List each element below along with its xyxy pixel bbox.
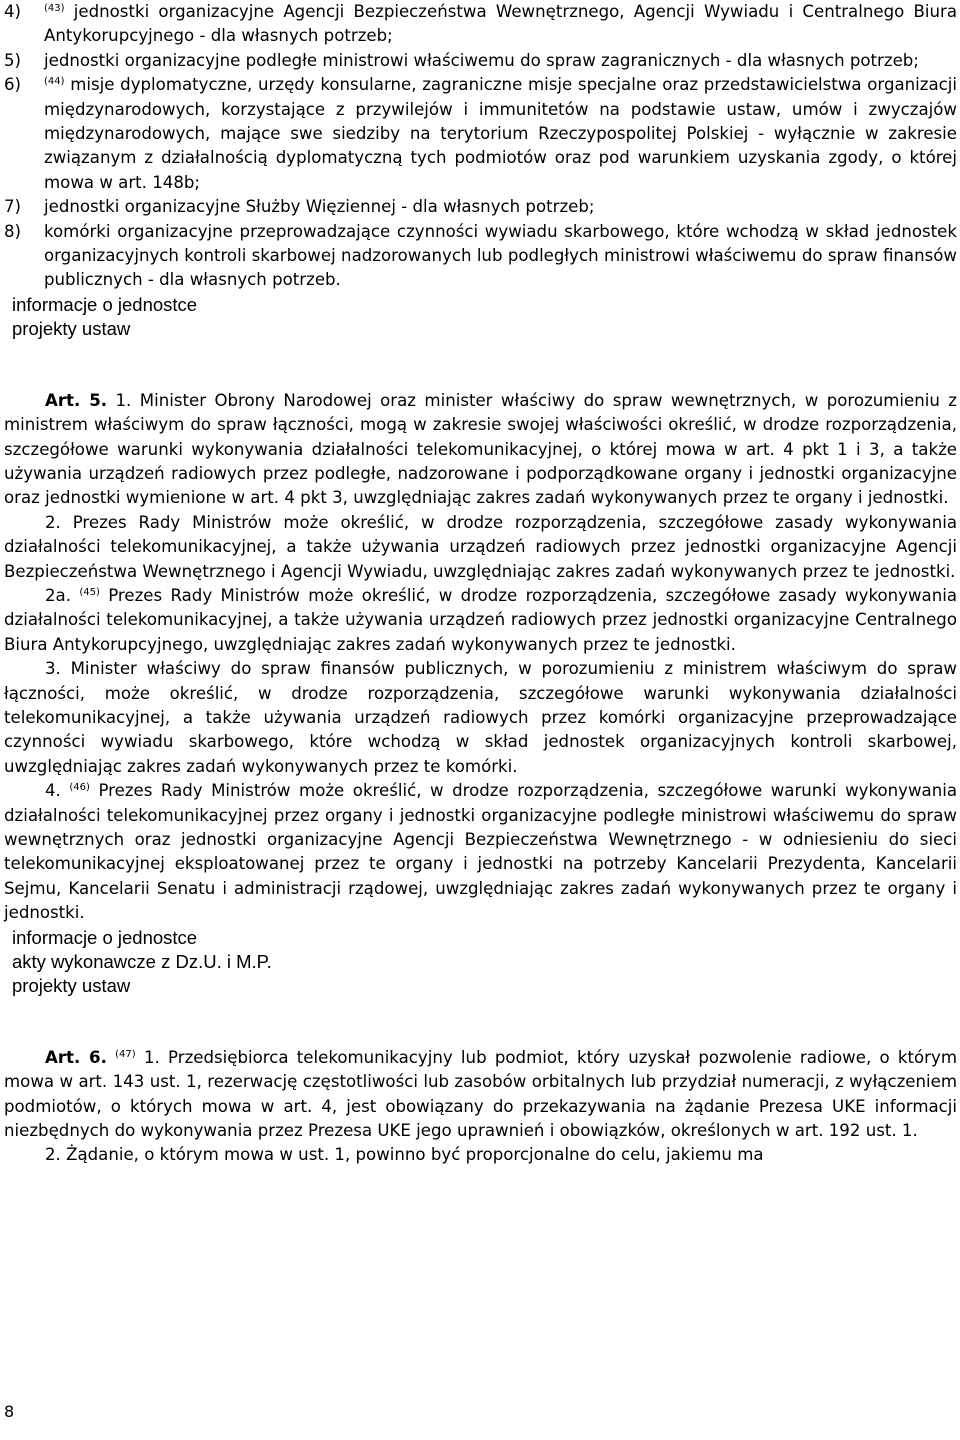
related-links bbox=[4, 926, 957, 999]
footnote-marker[interactable]: (47) bbox=[115, 1048, 136, 1060]
paragraph-text: Minister Obrony Narodowej oraz minister właściwy do spraw wewnętrznych, w porozumieniu z ministrem właściwym do spraw łączności, mogą w zakresie swojej właściwości określić, w drodze rozporządzenia, szczegółowe warunki wykonywania działalności telekomunikacyjnej, o której mowa w art. 4 pkt 1 i 3, a także używania urządzeń radiowych przez podległe, nadzorowane i podporządkowane organy i jednostki organizacyjne oraz jednostki wymienione w art. 4 pkt 3, uwzględniając zakres zadań wykonywanych przez te organy i jednostki. bbox=[4, 390, 957, 508]
list-item-text: misje dyplomatyczne, urzędy konsularne, zagraniczne misje specjalne oraz przedstawicielstwa organizacji międzynarodowych, korzystające z przywilejów i immunitetów na podstawie ustaw, umów i zwyczajów międzynarodowych, mające swe siedziby na terytorium Rzeczypospolitej Polskiej - wyłącznie w zakresie związanym z działalnością dyplomatyczną tych podmiotów oraz pod warunkiem uzyskania zgody, o której mowa w art. 148b; bbox=[44, 75, 957, 192]
paragraph-text: Prezes Rady Ministrów może określić, w drodze rozporządzenia, szczegółowe zasady wykonywania działalności telekomunikacyjnej, a także używania urządzeń radiowych przez jednostki organizacyjne Centralnego Biura Antykorupcyjnego, uwzględniając zakres zadań wykonywanych przez te jednostki. bbox=[4, 585, 957, 654]
article-5 bbox=[4, 389, 957, 926]
list-item-number: 4) bbox=[4, 2, 22, 21]
list-item bbox=[4, 73, 957, 195]
list-item-text: jednostki organizacyjne Służby Więziennej - dla własnych potrzeb; bbox=[44, 197, 595, 217]
document-page bbox=[4, 0, 957, 1168]
paragraph-number: 1. bbox=[115, 390, 132, 410]
footnote-marker[interactable]: (45) bbox=[79, 586, 100, 598]
list-item bbox=[4, 220, 957, 293]
list-item-text: komórki organizacyjne przeprowadzające czynności wywiadu skarbowego, które wchodzą w skład jednostek organizacyjnych kontroli skarbowej nadzorowanych lub podległych ministrowi właściwemu do spraw finansów publicznych - dla własnych potrzeb. bbox=[44, 221, 957, 290]
footnote-marker[interactable]: (43) bbox=[44, 3, 65, 14]
link-draft-acts[interactable]: projekty ustaw bbox=[12, 318, 131, 340]
related-links bbox=[4, 293, 957, 342]
list-items bbox=[4, 0, 957, 293]
list-item-text: jednostki organizacyjne Agencji Bezpieczeństwa Wewnętrznego, Agencji Wywiadu i Centralnego Biura Antykorupcyjnego - dla własnych potrzeb; bbox=[44, 2, 957, 46]
article-label: Art. 6. bbox=[45, 1047, 107, 1067]
footnote-marker[interactable]: (44) bbox=[44, 76, 65, 88]
paragraph-number: 4. bbox=[45, 781, 61, 801]
list-item bbox=[4, 49, 957, 73]
link-unit-info[interactable]: informacje o jednostce bbox=[12, 926, 198, 948]
article-label: Art. 5. bbox=[45, 390, 108, 410]
link-executive-acts[interactable]: akty wykonawcze z Dz.U. i M.P. bbox=[12, 951, 272, 973]
paragraph-text: Prezes Rady Ministrów może określić, w drodze rozporządzenia, szczegółowe warunki wykonywania działalności telekomunikacyjnej przez organy i jednostki organizacyjne podległe ministrowi właściwemu do spraw wewnętrznych oraz jednostki organizacyjne Agencji Bezpieczeństwa Wewnętrznego - w odniesieniu do sieci telekomunikacyjnej eksploatowanej przez te organy i jednostki na potrzeby Kancelarii Prezydenta, Kancelarii Sejmu, Kancelarii Senatu i administracji rządowej, uwzględniając zakres zadań wykonywanych przez te organy i jednostki. bbox=[4, 781, 957, 923]
footnote-marker[interactable]: (46) bbox=[69, 782, 90, 794]
list-item-text: jednostki organizacyjne podległe ministrowi właściwemu do spraw zagranicznych - dla własnych potrzeb; bbox=[44, 50, 919, 70]
paragraph-number: 2a. bbox=[45, 585, 72, 605]
link-draft-acts[interactable]: projekty ustaw bbox=[12, 975, 131, 997]
paragraph-text: 3. Minister właściwy do spraw finansów publicznych, w porozumieniu z ministrem właściwym do spraw łączności, może określić, w drodze rozporządzenia, szczegółowe warunki wykonywania działalności telekomunikacyjnej, a także używania urządzeń radiowych przez komórki organizacyjne przeprowadzające czynności wywiadu skarbowego, które wchodzą w skład jednostek organizacyjnych kontroli skarbowej, uwzględniając zakres zadań wykonywanych przez te komórki. bbox=[4, 659, 957, 776]
article-6 bbox=[4, 1046, 957, 1168]
list-item-number: 6) bbox=[4, 75, 22, 95]
list-item-number: 7) bbox=[4, 197, 22, 217]
list-item-number: 8) bbox=[4, 221, 22, 241]
link-unit-info[interactable]: informacje o jednostce bbox=[12, 293, 198, 315]
list-item-number: 5) bbox=[4, 50, 22, 70]
page-number: 8 bbox=[4, 1402, 15, 1421]
list-item bbox=[4, 0, 957, 49]
paragraph-text: 2. Prezes Rady Ministrów może określić, w drodze rozporządzenia, szczegółowe zasady wykonywania działalności telekomunikacyjnej, a także używania urządzeń radiowych przez jednostki organizacyjne Agencji Bezpieczeństwa Wewnętrznego i Agencji Wywiadu, uwzględniając zakres zadań wykonywanych przez te jednostki. bbox=[4, 512, 957, 581]
paragraph-text: 2. Żądanie, o którym mowa w ust. 1, powinno być proporcjonalne do celu, jakiemu ma bbox=[45, 1145, 764, 1165]
paragraph-text: 1. Przedsiębiorca telekomunikacyjny lub podmiot, który uzyskał pozwolenie radiowe, o którym mowa w art. 143 ust. 1, rezerwację częstotliwości lub zasobów orbitalnych lub przydział numeracji, z wyłączeniem podmiotów, o których mowa w art. 4, jest obowiązany do przekazywania na żądanie Prezesa UKE informacji niezbędnych do wykonywania przez Prezesa UKE jego uprawnień i obowiązków, określonych w art. 192 ust. 1. bbox=[4, 1047, 957, 1141]
list-item bbox=[4, 195, 957, 219]
